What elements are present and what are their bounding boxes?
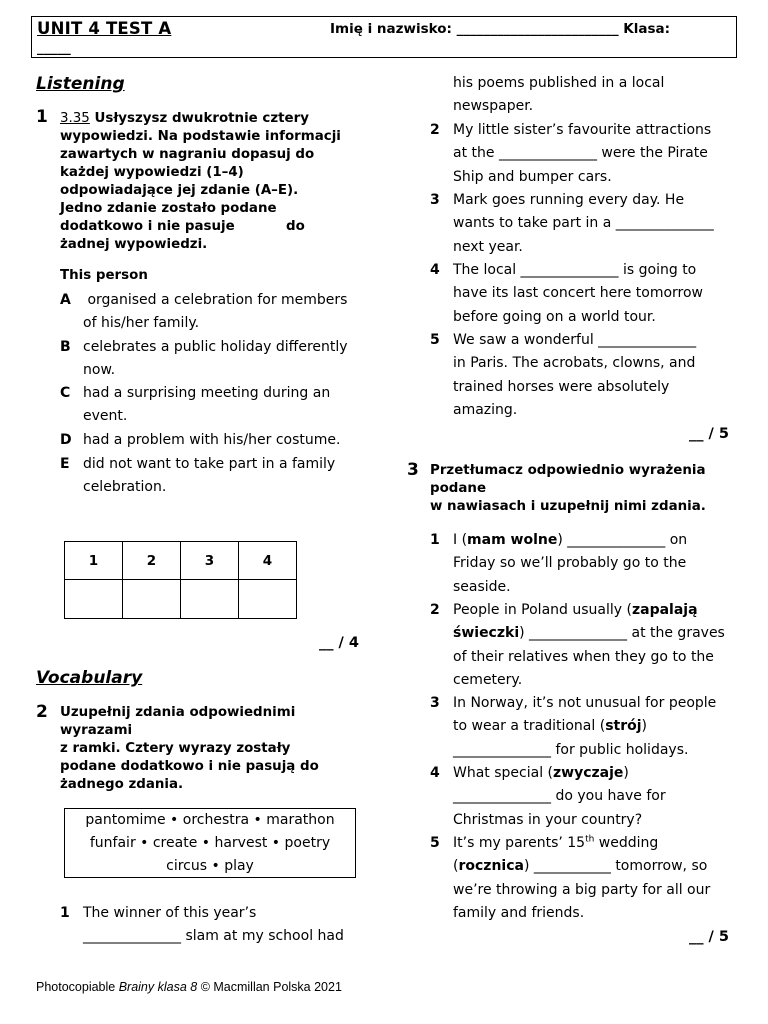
answer-table	[64, 541, 297, 619]
task-3-score: __ / 5	[689, 929, 729, 945]
task-2-score: __ / 5	[689, 426, 729, 442]
answer-cell-3[interactable]	[181, 580, 239, 619]
translation-item-5: 5 It’s my parents’ 15th wedding (rocznica) ___________ tomorrow, so we’re throwing a big party for all our family and friends.	[430, 834, 711, 922]
answer-header-3: 3	[181, 542, 239, 580]
answer-header-2: 2	[123, 542, 181, 580]
answer-cell-2[interactable]	[123, 580, 181, 619]
vocab-item-2: 2 My little sister’s favourite attractions at the ______________ were the Pirate Ship and bumper cars.	[430, 122, 712, 185]
answer-cell-1[interactable]	[65, 580, 123, 619]
task-3-number: 3	[407, 460, 419, 480]
vocab-item-3: 3 Mark goes running every day. He wants to take part in a ______________ next year.	[430, 192, 714, 255]
option-a: A organised a celebration for members of his/her family.	[60, 292, 348, 332]
translation-item-2: 2 People in Poland usually (zapalają świeczki) ______________ at the graves of their relatives when they go to the cemetery.	[430, 602, 725, 689]
vocab-item-5: 5 We saw a wonderful ______________ in Paris. The acrobats, clowns, and trained horses were absolutely amazing.	[430, 332, 697, 419]
header-box	[31, 16, 737, 58]
option-d: D had a problem with his/her costume.	[60, 432, 341, 448]
translation-item-3: 3 In Norway, it’s not unusual for people to wear a traditional (strój) ______________ for public holidays.	[430, 695, 717, 758]
class-line: _____	[37, 40, 71, 56]
task-1-score: __ / 4	[319, 635, 359, 651]
word-box: pantomime • orchestra • marathon funfair • create • harvest • poetry circus • play	[64, 808, 356, 878]
option-e: E did not want to take part in a family celebration.	[60, 456, 336, 496]
track-number: 3.35	[60, 111, 90, 126]
task-2-number: 2	[36, 702, 48, 722]
task-1-instruction: 3.35 Usłyszysz dwukrotnie cztery wypowiedzi. Na podstawie informacji zawartych w nagraniu dopasuj do każdej wypowiedzi (1–4) odpowiadające jej zdanie (A–E). Jedno zdanie zostało podane dodatkowo i nie pasuje do żadnej wypowiedzi.	[60, 111, 341, 252]
task-2-instruction: Uzupełnij zdania odpowiednimi wyrazami z ramki. Cztery wyrazy zostały podane dodatkowo i nie pasują do żadnego zdania.	[60, 705, 319, 792]
task-1-lead: This person	[60, 268, 148, 283]
vocab-item-1: 1 The winner of this year’s ______________ slam at my school had	[60, 905, 344, 945]
task-3-instruction: Przetłumacz odpowiednio wyrażenia podane w nawiasach i uzupełnij nimi zdania.	[430, 463, 706, 514]
answer-header-4: 4	[239, 542, 297, 580]
footer: Photocopiable Brainy klasa 8 © Macmillan Polska 2021	[36, 980, 342, 994]
option-b: B celebrates a public holiday differently now.	[60, 339, 348, 379]
listening-title: Listening	[36, 74, 125, 94]
translation-item-4: 4 What special (zwyczaje) ______________ do you have for Christmas in your country?	[430, 765, 666, 828]
test-title: UNIT 4 TEST A	[37, 19, 172, 38]
answer-cell-4[interactable]	[239, 580, 297, 619]
vocab-item-4: 4 The local ______________ is going to have its last concert here tomorrow before going on a world tour.	[430, 262, 703, 325]
option-c: C had a surprising meeting during an event.	[60, 385, 331, 425]
translation-item-1: 1 I (mam wolne) ______________ on Friday so we’ll probably go to the seaside.	[430, 532, 688, 595]
answer-header-1: 1	[65, 542, 123, 580]
vocabulary-title: Vocabulary	[36, 668, 143, 688]
task-1-number: 1	[36, 107, 48, 127]
vocab-item-1-cont: his poems published in a local newspaper.	[453, 75, 665, 115]
name-class-line: Imię i nazwisko: ________________________ Klasa:	[330, 21, 671, 37]
